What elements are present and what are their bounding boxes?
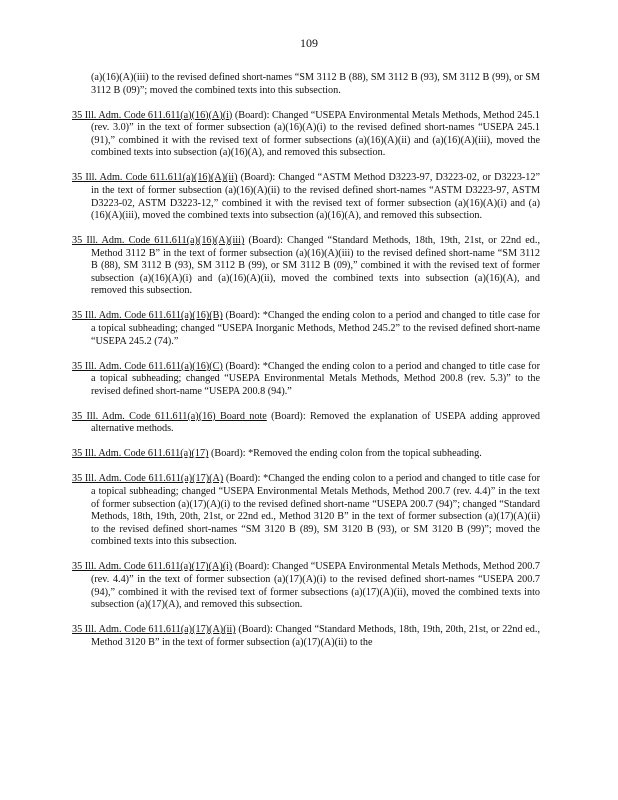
entry-citation: 35 Ill. Adm. Code 611.611(a)(16)(A)(i) — [72, 109, 233, 121]
entry — [72, 361, 540, 399]
entry-citation: 35 Ill. Adm. Code 611.611(a)(17)(A) — [72, 473, 224, 485]
entry-text: (Board): Changed “ASTM Method D3223-97, D3223-02, or D3223-12” in the text of former subsection (a)(16)(A)(ii) to the revised defined short-names “ASTM D3223-97, ASTM D3223-02, ASTM D3223-12,” combined it with the revised text of former subsection (a)(16)(A)(i) and (a)(16)(A)(iii), moved the combined texts into subsection (a)(16)(A), and removed this subsection. — [91, 172, 541, 222]
entry-text: (Board): Removed the explanation of USEPA adding approved alternative methods. — [91, 410, 540, 435]
entry-citation: 35 Ill. Adm. Code 611.611(a)(16)(C) — [72, 360, 223, 372]
entry-citation: 35 Ill. Adm. Code 611.611(a)(16) Board note — [72, 410, 267, 422]
document-body — [72, 72, 540, 662]
entry-text: (Board): *Changed the ending colon to a period and changed to title case for a topical subheading; changed “USEPA Environmental Metals Methods, Method 200.7 (rev. 4.4)” in the text of former subsection (a)(17)(A)(i) to the revised defined short-name “USEPA 200.7 (94)”; changed “Standard Methods, 18th, 19th, 20th, 21st, or 22nd ed., Method 3120 B” in the text of former subsection (a)(17)(A)(ii) to the revised defined short-names “SM 3120 B (89), SM 3120 B (93), or SM 3120 B (99)”; moved the combined texts into this subsection. — [91, 473, 540, 548]
page-number: 109 — [300, 36, 318, 50]
entry — [72, 110, 540, 160]
entry-citation: 35 Ill. Adm. Code 611.611(a)(16)(A)(ii) — [72, 172, 238, 184]
entry-citation: 35 Ill. Adm. Code 611.611(a)(16)(B) — [72, 310, 223, 322]
entry-text: (Board): *Removed the ending colon from the topical subheading. — [208, 448, 482, 460]
entry — [72, 172, 540, 222]
entry — [72, 561, 540, 611]
entry-continuation — [72, 72, 540, 97]
entry-citation: 35 Ill. Adm. Code 611.611(a)(17)(A)(i) — [72, 561, 233, 573]
entry-citation: 35 Ill. Adm. Code 611.611(a)(17)(A)(ii) — [72, 624, 236, 636]
entry-text: (Board): *Changed the ending colon to a period and changed to title case for a topical subheading; changed “USEPA Environmental Metals Methods, Method 200.8 (rev. 5.3)” to the revised defined short-name “USEPA 200.8 (94).” — [91, 360, 540, 397]
entry — [72, 235, 540, 298]
entry-text: (Board): Changed “Standard Methods, 18th, 19th, 20th, 21st, or 22nd ed., Method 3120 B” in the text of former subsection (a)(17)(A)(ii) to the — [91, 624, 540, 648]
entry-text: (Board): *Changed the ending colon to a period and changed to title case for a topical subheading; changed “USEPA Inorganic Methods, Method 245.2” to the revised defined short-name “USEPA 245.2 (74).” — [91, 310, 540, 347]
entry — [72, 473, 540, 549]
entry — [72, 448, 540, 461]
entry-text: (a)(16)(A)(iii) to the revised defined short-names “SM 3112 B (88), SM 3112 B (93), SM 3112 B (99), or SM 3112 B (09)”; moved the combined texts into this subsection. — [91, 72, 540, 96]
entry-text: (Board): Changed “Standard Methods, 18th, 19th, 21st, or 22nd ed., Method 3112 B” in the text of former subsection (a)(16)(A)(iii) to the revised defined short-name “SM 3112 B (88), SM 3112 B (93), SM 3112 B (99), or SM 3112 B (09),” combined it with the revised text of former subsection (a)(16)(A)(i) and (a)(16)(A)(ii), moved the combined texts into subsection (a)(16)(A), and removed this subsection. — [91, 235, 540, 297]
entry — [72, 624, 540, 649]
entry-citation: 35 Ill. Adm. Code 611.611(a)(17) — [72, 448, 209, 460]
entry-text: (Board): Changed “USEPA Environmental Metals Methods, Method 245.1 (rev. 3.0)” in the text of former subsection (a)(16)(A)(i) to the revised defined short-names “USEPA 245.1 (91),” combined it with the revised text of former subsections (a)(16)(A)(ii) and (a)(16)(A)(iii), moved the combined texts into subsection (a)(16)(A), and removed this subsection. — [91, 109, 540, 159]
entry — [72, 310, 540, 348]
entry — [72, 411, 540, 436]
entry-citation: 35 Ill. Adm. Code 611.611(a)(16)(A)(iii) — [72, 235, 245, 247]
entry-text: (Board): Changed “USEPA Environmental Metals Methods, Method 200.7 (rev. 4.4)” in the text of former subsection (a)(17)(A)(i) to the revised defined short-names “USEPA 200.7 (94),” combined it with the revised text of former subsections (a)(17)(A)(ii), moved the combined texts into subsection (a)(17)(A), and removed this subsection. — [91, 561, 540, 611]
